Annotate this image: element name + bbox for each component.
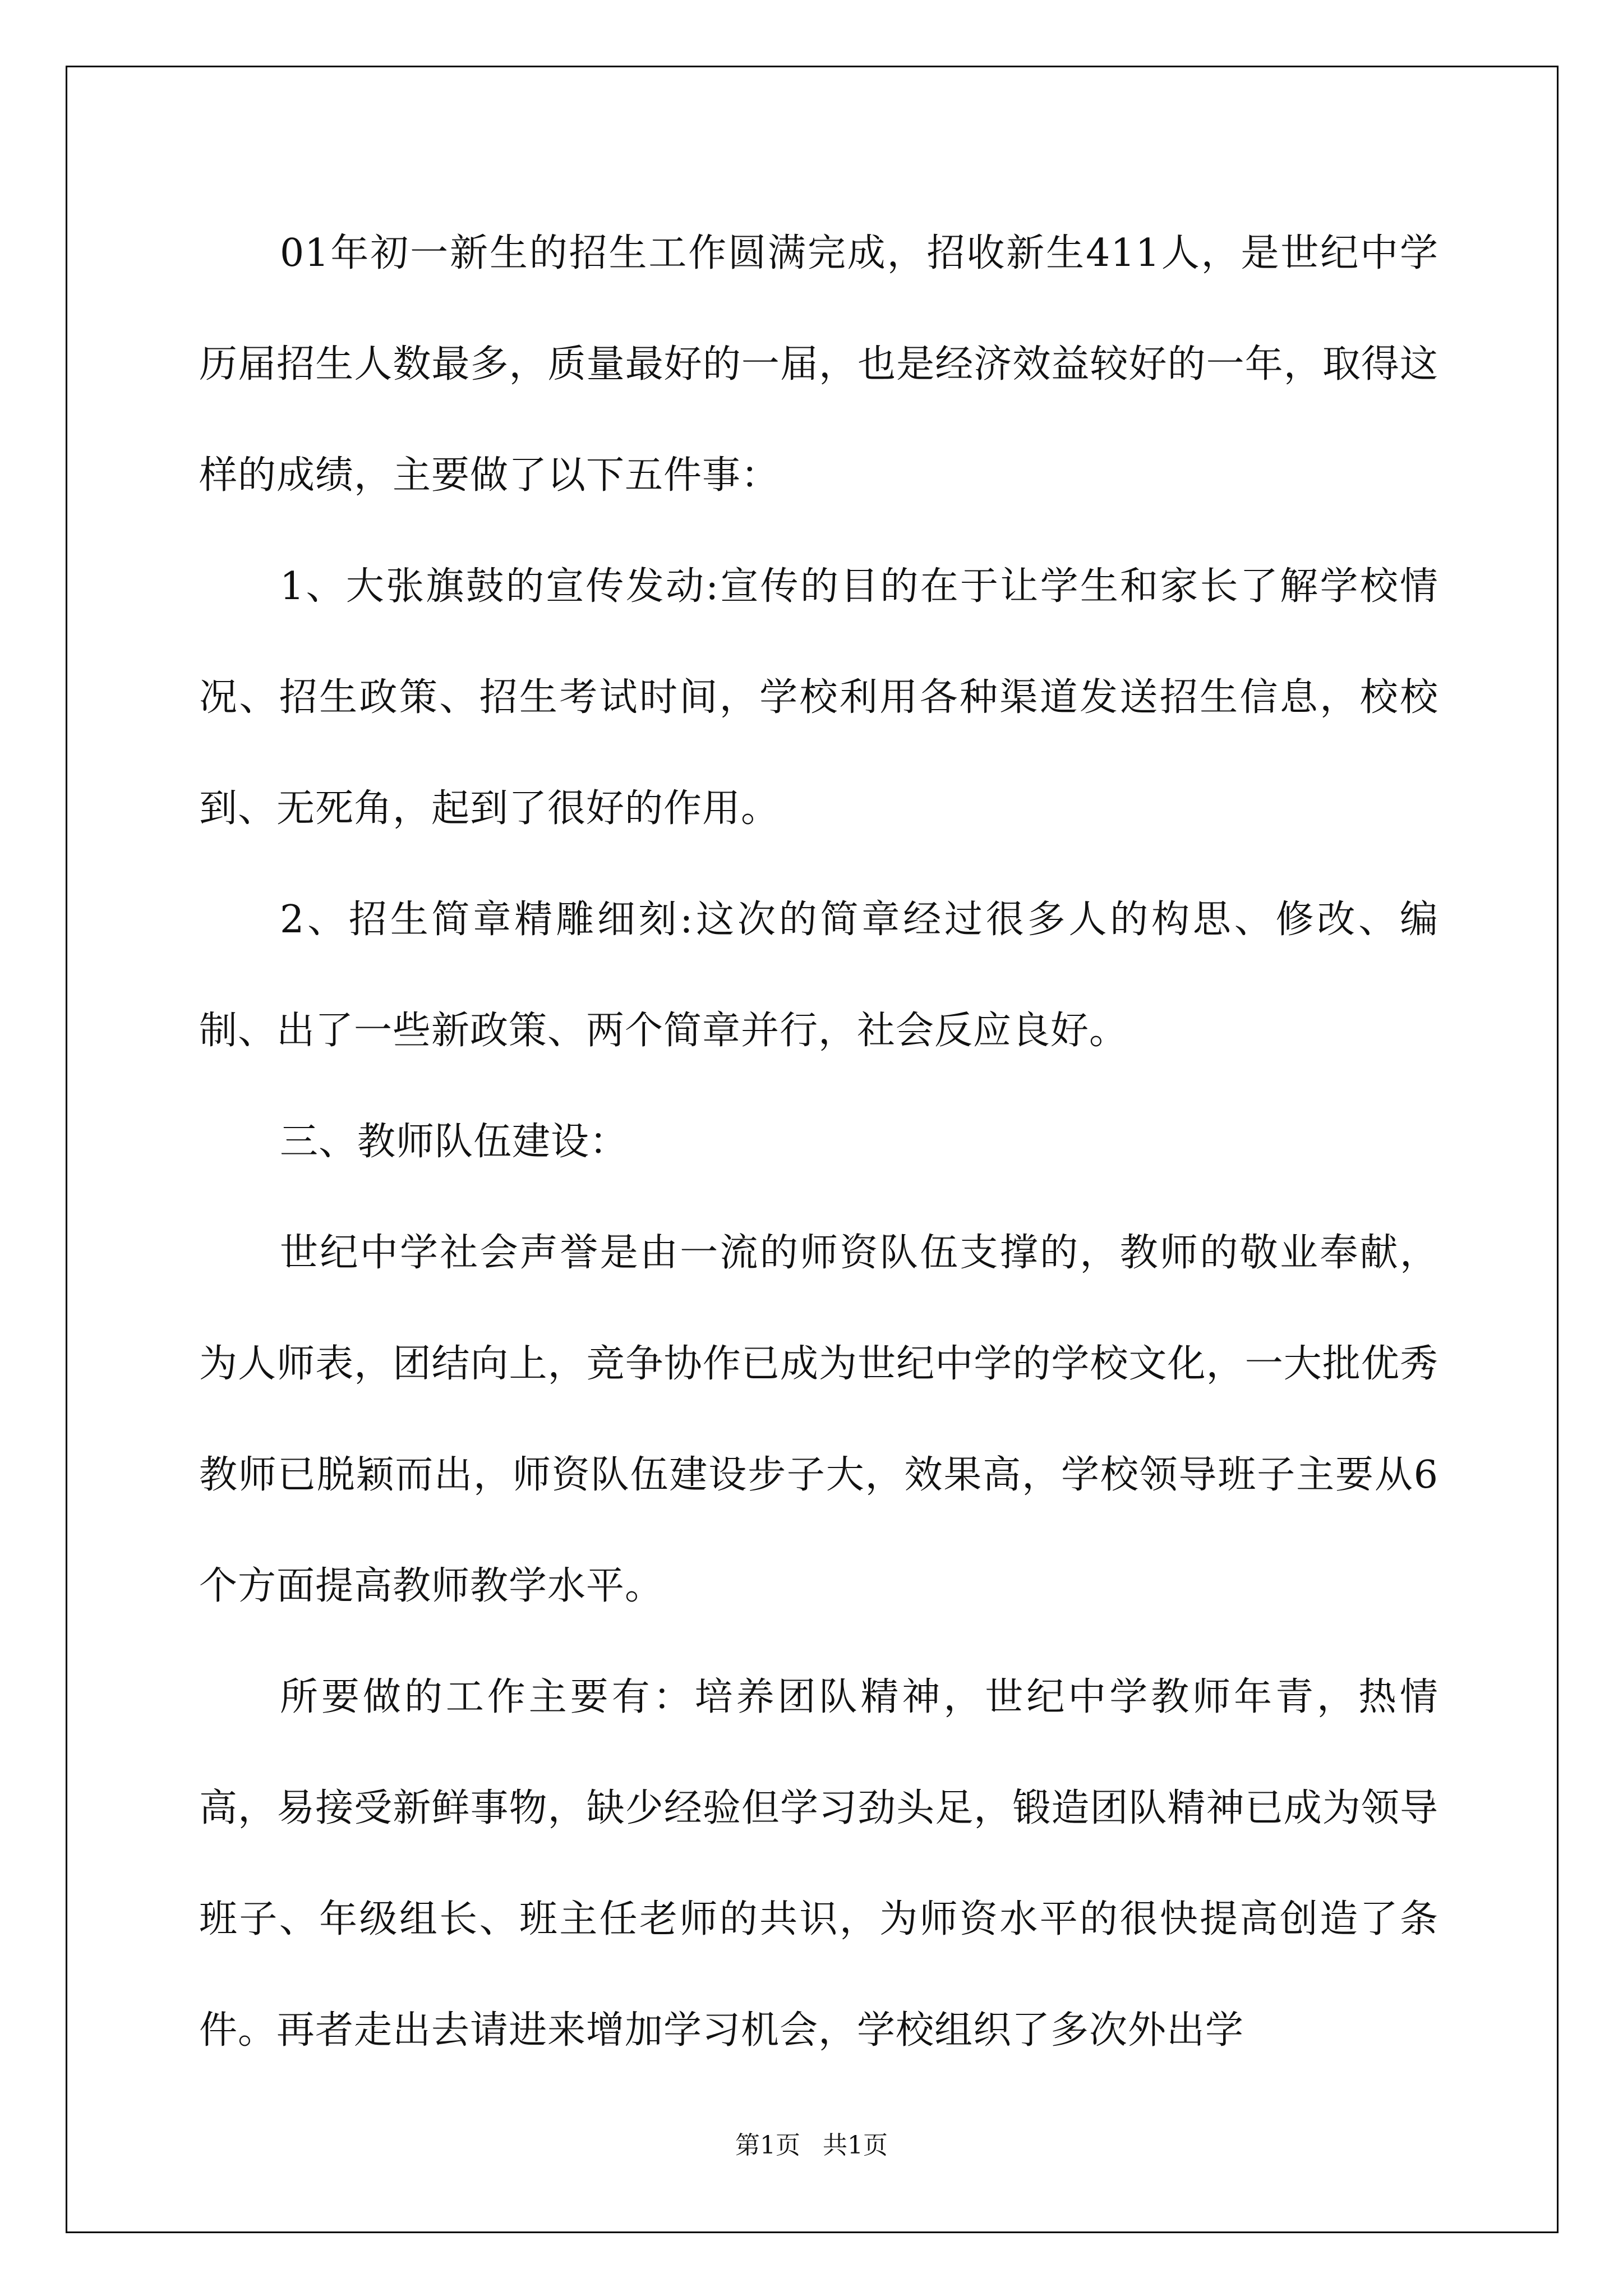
document-body [199,198,1438,2086]
section-heading-teacher-team: 三、教师队伍建设： [280,1120,629,1164]
paragraph-teacher-reputation: 世纪中学社会声誉是由一流的师资队伍支撑的，教师的敬业奉献，为人师表，团结向上，竞争协作已成为世纪中学的学校文化，一大批优秀教师已脱颖而出，师资队伍建设步子大，效果高，学校领导班子主要从6个方面提高教师教学水平。 [199,1231,1438,1608]
paragraph-enrollment-summary: 01年初一新生的招生工作圆满完成，招收新生411人，是世纪中学历届招生人数最多，质量最好的一届，也是经济效益较好的一年，取得这样的成绩，主要做了以下五件事： [199,231,1438,498]
paragraph-main-work: 所要做的工作主要有：培养团队精神，世纪中学教师年青，热情高，易接受新鲜事物，缺少经验但学习劲头足，锻造团队精神已成为领导班子、年级组长、班主任老师的共识，为师资水平的很快提高创造了条件。再者走出去请进来增加学习机会，学校组织了多次外出学 [199,1675,1438,2053]
page-number-total: 共1页 [823,2131,888,2160]
page-footer [0,2129,1623,2162]
paragraph-brochure: 2、招生简章精雕细刻:这次的简章经过很多人的构思、修改、编制、出了一些新政策、两个简章并行，社会反应良好。 [199,898,1438,1053]
page-number-current: 第1页 [735,2131,800,2160]
paragraph-publicity: 1、大张旗鼓的宣传发动:宣传的目的在于让学生和家长了解学校情况、招生政策、招生考试时间，学校利用各种渠道发送招生信息，校校到、无死角，起到了很好的作用。 [199,564,1438,831]
